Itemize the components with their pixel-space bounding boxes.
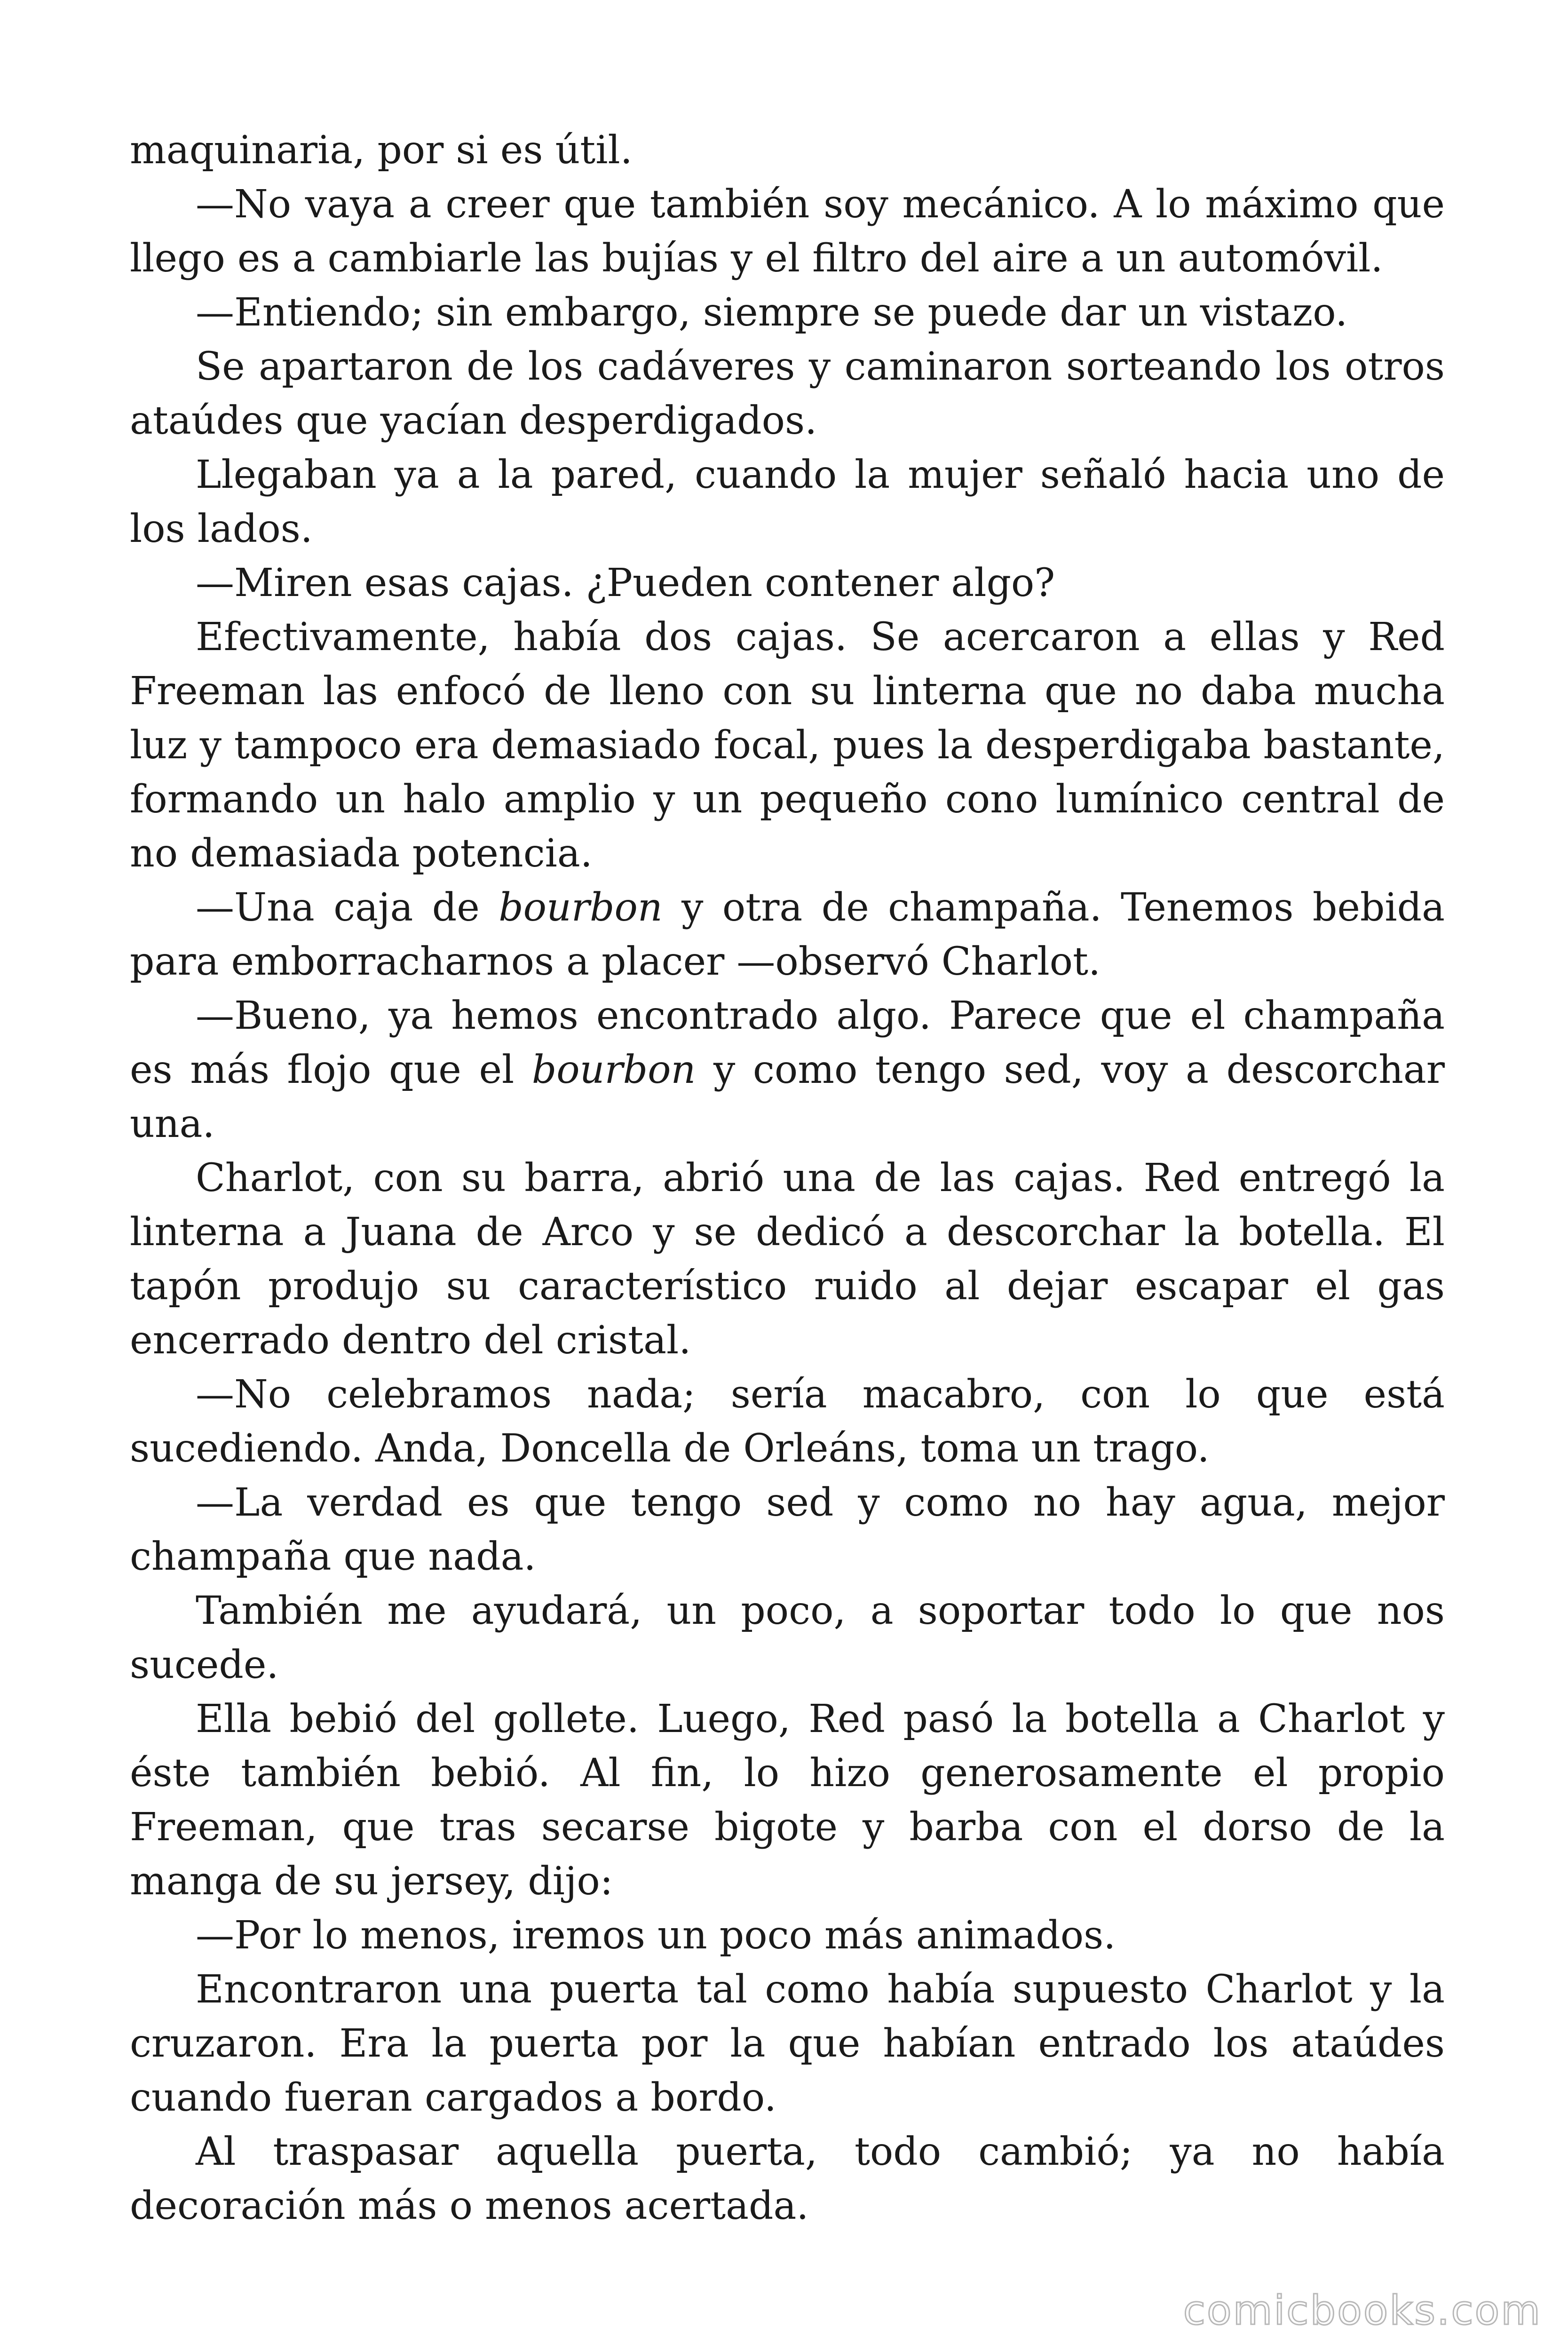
paragraph: [130, 1151, 1445, 1367]
italic-text: bourbon: [499, 885, 663, 930]
paragraph: [130, 989, 1445, 1151]
text-run: y otra de champaña. Tenemos bebida para emborracharnos a placer —observó Charlot.: [130, 885, 1445, 984]
paragraph: [130, 448, 1445, 556]
text-run: —Entiendo; sin embargo, siempre se puede dar un vistazo.: [196, 290, 1348, 335]
paragraph: [130, 1584, 1445, 1692]
paragraph: [130, 881, 1445, 989]
text-run: —Miren esas cajas. ¿Pueden contener algo?: [196, 561, 1055, 605]
text-run: Llegaban ya a la pared, cuando la mujer señaló hacia uno de los lados.: [130, 453, 1445, 551]
text-run: Se apartaron de los cadáveres y caminaron sorteando los otros ataúdes que yacían desperdigados.: [130, 344, 1445, 443]
body-text: [130, 123, 1445, 2233]
paragraph: [130, 1367, 1445, 1476]
text-run: Ella bebió del gollete. Luego, Red pasó la botella a Charlot y éste también bebió. Al fin, lo hizo generosamente el propio Freeman, que tras secarse bigote y barba con el dorso de la manga de su jersey, dijo:: [130, 1697, 1445, 1904]
paragraph: [130, 286, 1445, 340]
paragraph: [130, 123, 1445, 177]
text-run: maquinaria, por si es útil.: [130, 128, 633, 173]
text-run: También me ayudará, un poco, a soportar todo lo que nos sucede.: [130, 1589, 1445, 1687]
paragraph: [130, 1692, 1445, 1908]
paragraph: [130, 1908, 1445, 1963]
paragraph: [130, 556, 1445, 610]
text-run: Efectivamente, había dos cajas. Se acercaron a ellas y Red Freeman las enfocó de lleno con su linterna que no daba mucha luz y tampoco era demasiado focal, pues la desperdigaba bastante, formando un halo amplio y un pequeño cono lumínico central de no demasiada potencia.: [130, 615, 1445, 876]
paragraph: [130, 1963, 1445, 2125]
paragraph: [130, 340, 1445, 448]
text-run: Charlot, con su barra, abrió una de las cajas. Red entregó la linterna a Juana de Arco y se dedicó a descorchar la botella. El tapón produjo su característico ruido al dejar escapar el gas encerrado dentro del cristal.: [130, 1156, 1445, 1363]
italic-text: bourbon: [531, 1048, 696, 1092]
text-run: y como tengo sed, voy a descorchar una.: [130, 1048, 1445, 1146]
text-run: —Una caja de: [196, 885, 499, 930]
paragraph: [130, 177, 1445, 286]
text-run: —La verdad es que tengo sed y como no hay agua, mejor champaña que nada.: [130, 1480, 1445, 1579]
text-run: Encontraron una puerta tal como había supuesto Charlot y la cruzaron. Era la puerta por la que habían entrado los ataúdes cuando fueran cargados a bordo.: [130, 1967, 1445, 2120]
paragraph: [130, 610, 1445, 881]
text-run: —Bueno, ya hemos encontrado algo. Parece que el champaña es más flojo que el: [130, 993, 1445, 1092]
text-run: —No vaya a creer que también soy mecánico. A lo máximo que llego es a cambiarle las bujías y el filtro del aire a un automóvil.: [130, 182, 1445, 281]
text-run: —No celebramos nada; sería macabro, con lo que está sucediendo. Anda, Doncella de Orleáns, toma un trago.: [130, 1372, 1445, 1471]
text-run: Al traspasar aquella puerta, todo cambió; ya no había decoración más o menos acertada.: [130, 2130, 1445, 2228]
paragraph: [130, 1476, 1445, 1584]
watermark: comicbooks.com: [1183, 2287, 1542, 2334]
text-run: —Por lo menos, iremos un poco más animados.: [196, 1913, 1116, 1958]
paragraph: [130, 2125, 1445, 2233]
